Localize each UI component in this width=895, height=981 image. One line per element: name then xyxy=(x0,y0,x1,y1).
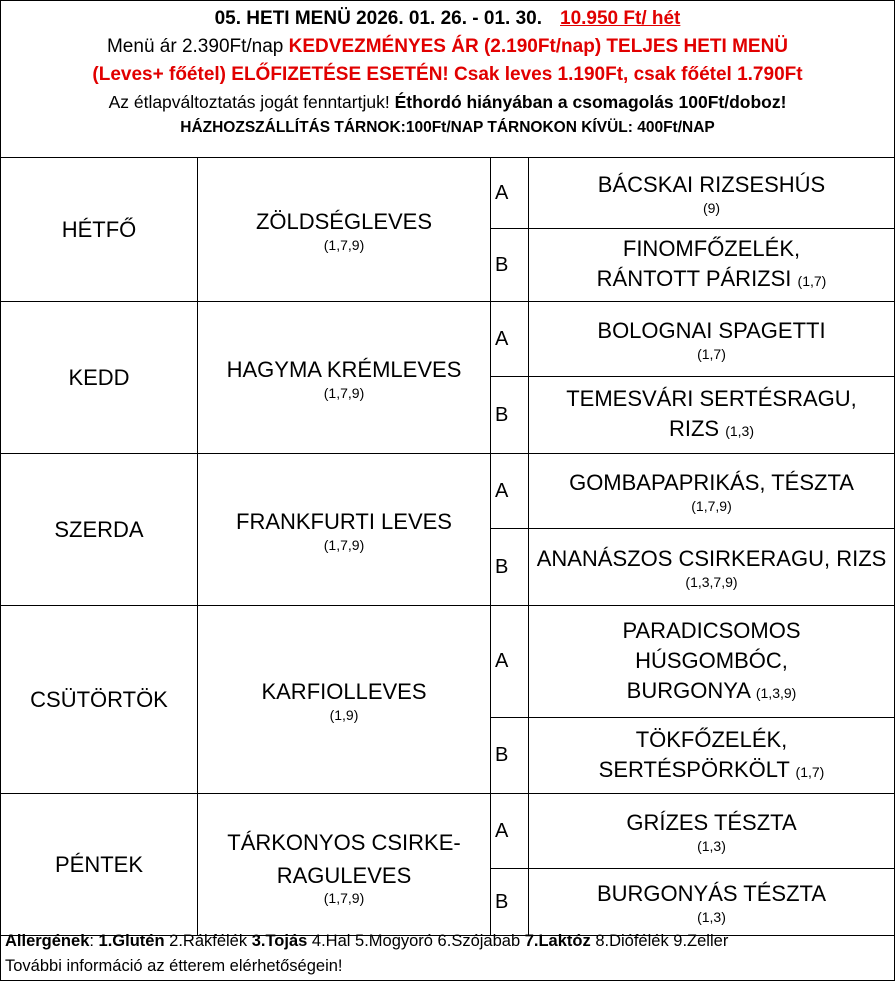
option-b-label: B xyxy=(491,377,529,454)
main-a-allergens: (1,3,9) xyxy=(755,684,797,701)
main-b-allergens: (1,3) xyxy=(697,909,726,925)
allergen-1: 1.Glutén xyxy=(98,932,165,950)
main-b-name-2: RIZS xyxy=(668,416,720,441)
main-a-name: GOMBAPAPRIKÁS, TÉSZTA xyxy=(569,470,854,495)
main-b-name-2: SERTÉSPÖRKÖLT xyxy=(598,756,790,782)
main-a-name-3: BURGONYA xyxy=(626,677,750,703)
subscription-line: (Leves+ főétel) ELŐFIZETÉSE ESETÉN! Csak leves 1.190Ft, csak főétel 1.790Ft xyxy=(92,64,803,85)
allergen-label: Allergének xyxy=(5,932,90,950)
table-row xyxy=(1,454,895,529)
main-a-name-2: HÚSGOMBÓC, xyxy=(635,647,788,673)
main-b-cell xyxy=(529,377,895,454)
table-row xyxy=(1,606,895,718)
main-b-cell xyxy=(529,718,895,794)
soup-name: ZÖLDSÉGLEVES xyxy=(255,208,433,234)
menu-header xyxy=(1,1,894,140)
main-a-name: BÁCSKAI RIZSESHÚS xyxy=(597,172,826,197)
day-cell: HÉTFŐ xyxy=(1,158,198,302)
main-a-cell xyxy=(529,158,895,229)
soup-allergens: (1,7,9) xyxy=(323,889,365,906)
day-cell: CSÜTÖRTÖK xyxy=(1,606,198,794)
allergen-3: 3.Tojás xyxy=(251,932,308,950)
main-b-name: TÖKFŐZELÉK, xyxy=(635,726,788,752)
week-title: 05. HETI MENÜ 2026. 01. 26. - 01. 30. xyxy=(214,8,542,29)
day-cell: PÉNTEK xyxy=(1,794,198,936)
main-a-cell xyxy=(529,606,895,718)
allergen-4-6: 4.Hal 5.Mogyoró 6.Szójabab xyxy=(307,932,525,950)
footer xyxy=(5,929,728,979)
soup-cell xyxy=(198,794,491,936)
notice-line xyxy=(1,89,894,115)
main-b-allergens: (1,7) xyxy=(795,763,825,780)
soup-allergens: (1,7,9) xyxy=(323,536,365,553)
main-a-allergens: (9) xyxy=(702,200,721,216)
option-a-label: A xyxy=(491,794,529,869)
main-a-allergens: (1,7,9) xyxy=(691,498,732,514)
main-b-allergens: (1,3) xyxy=(725,423,755,439)
option-b-label: B xyxy=(491,718,529,794)
week-price: 10.950 Ft/ hét xyxy=(560,8,681,29)
main-b-name: TEMESVÁRI SERTÉSRAGU, xyxy=(566,386,857,411)
soup-allergens: (1,7,9) xyxy=(323,384,365,401)
change-notice: Az étlapváltoztatás jogát fenntartjuk! xyxy=(108,92,395,112)
main-a-allergens: (1,7) xyxy=(697,346,726,362)
option-b-label: B xyxy=(491,529,529,606)
main-b-name: ANANÁSZOS CSIRKERAGU, RIZS xyxy=(536,546,887,571)
main-b-name-2: RÁNTOTT PÁRIZSI xyxy=(596,266,792,291)
table-row xyxy=(1,302,895,377)
main-a-cell xyxy=(529,454,895,529)
soup-name: KARFIOLLEVES xyxy=(261,678,427,704)
day-cell: SZERDA xyxy=(1,454,198,606)
soup-allergens: (1,9) xyxy=(329,706,359,723)
allergen-legend: Allergének: 1.Glutén 2.Rákfélék 3.Tojás 4.Hal 5.Mogyoró 6.Szójabab 7.Laktóz 8.Diófélék 9.Zeller xyxy=(5,932,729,950)
main-a-name: GRÍZES TÉSZTA xyxy=(626,810,797,835)
main-a-name: BOLOGNAI SPAGETTI xyxy=(597,318,826,343)
main-a-allergens: (1,3) xyxy=(697,838,726,854)
discount-price: KEDVEZMÉNYES ÁR (2.190Ft/nap) TELJES HETI MENÜ xyxy=(288,36,789,57)
option-b-label: B xyxy=(491,869,529,936)
allergen-2: 2.Rákfélék xyxy=(164,932,252,950)
soup-cell xyxy=(198,606,491,794)
week-title-line xyxy=(1,1,894,33)
table-row xyxy=(1,794,895,869)
delivery-line: HÁZHOZSZÁLLÍTÁS TÁRNOK:100Ft/NAP TÁRNOKON KÍVÜL: 400Ft/NAP xyxy=(180,119,715,136)
soup-name: FRANKFURTI LEVES xyxy=(236,508,452,534)
main-a-name: PARADICSOMOS xyxy=(622,617,801,643)
info-line: További információ az étterem elérhetőségein! xyxy=(5,957,343,975)
main-b-name: BURGONYÁS TÉSZTA xyxy=(596,881,826,906)
main-b-cell xyxy=(529,229,895,302)
price-line xyxy=(1,33,894,61)
option-b-label: B xyxy=(491,229,529,302)
day-cell: KEDD xyxy=(1,302,198,454)
soup-cell xyxy=(198,454,491,606)
soup-name-2: RAGULEVES xyxy=(276,862,412,888)
main-b-cell xyxy=(529,869,895,936)
soup-cell xyxy=(198,158,491,302)
main-a-cell xyxy=(529,302,895,377)
option-a-label: A xyxy=(491,454,529,529)
main-b-cell xyxy=(529,529,895,606)
daily-price: Menü ár 2.390Ft/nap xyxy=(106,36,289,57)
soup-name: TÁRKONYOS CSIRKE- xyxy=(227,829,461,855)
table-row xyxy=(1,158,895,229)
soup-allergens: (1,7,9) xyxy=(323,236,365,253)
main-b-name: FINOMFŐZELÉK, xyxy=(622,236,801,261)
soup-cell xyxy=(198,302,491,454)
main-a-cell xyxy=(529,794,895,869)
option-a-label: A xyxy=(491,158,529,229)
allergen-8-9: 8.Diófélék 9.Zeller xyxy=(590,932,729,950)
packaging-notice: Éthordó hiányában a csomagolás 100Ft/doboz! xyxy=(394,92,787,112)
soup-name: HAGYMA KRÉMLEVES xyxy=(226,356,462,382)
main-b-allergens: (1,3,7,9) xyxy=(685,574,738,590)
allergen-7: 7.Laktóz xyxy=(524,932,591,950)
menu-table xyxy=(0,157,895,936)
option-a-label: A xyxy=(491,302,529,377)
main-b-allergens: (1,7) xyxy=(797,273,827,289)
option-a-label: A xyxy=(491,606,529,718)
